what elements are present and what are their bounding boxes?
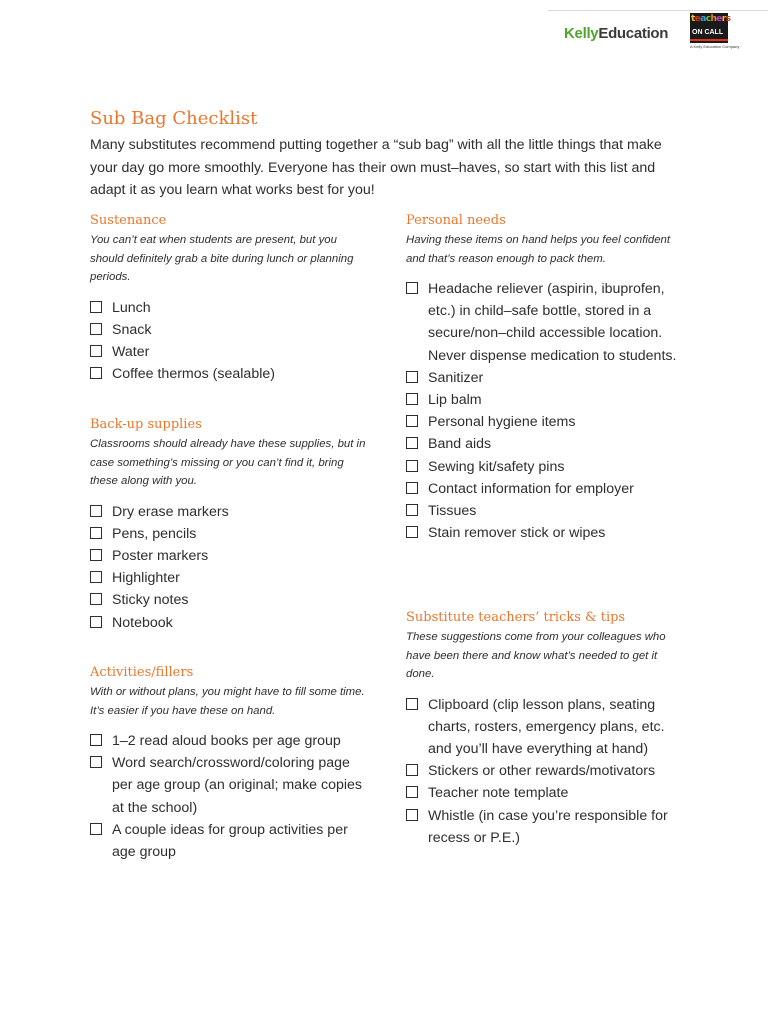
checkbox[interactable] xyxy=(406,460,418,472)
section-description: With or without plans, you might have to fill some time. It’s easier if you have these on hand. xyxy=(90,686,365,717)
checkbox[interactable] xyxy=(406,504,418,516)
checkbox[interactable] xyxy=(90,505,102,517)
checklist-item-label: Word search/crossword/coloring page per age group (an original; make copies at the school) xyxy=(112,755,363,816)
checklist-item-label: Sanitizer xyxy=(428,369,484,386)
checklist-item-label: Tissues xyxy=(428,503,477,520)
checklist-item-label: Pens, pencils xyxy=(112,525,197,542)
checkbox[interactable] xyxy=(90,549,102,561)
brand-education-text: Education xyxy=(598,25,669,42)
checklist xyxy=(90,501,370,634)
checklist-item xyxy=(90,523,370,545)
checklist-item-label: Headache reliever (aspirin, ibuprofen, etc.) in child–safe bottle, stored in a secure/non–child accessible location. Never dispense medication to students. xyxy=(428,281,677,364)
checklist-item xyxy=(406,367,686,389)
checklist-item xyxy=(406,433,686,455)
section-heading: Sustenance xyxy=(90,213,167,228)
checkbox[interactable] xyxy=(90,593,102,605)
checkbox[interactable] xyxy=(406,809,418,821)
checkbox[interactable] xyxy=(406,371,418,383)
section-description: Classrooms should already have these supplies, but in case something’s missing or you can’t find it, bring these along with you. xyxy=(90,438,366,487)
checklist-item-label: Personal hygiene items xyxy=(428,414,576,431)
checklist xyxy=(406,694,686,849)
checkbox[interactable] xyxy=(406,282,418,294)
checklist-item-label: Snack xyxy=(112,321,152,338)
section-personal-needs xyxy=(406,213,686,544)
checklist-item-label: A couple ideas for group activities per age group xyxy=(112,821,348,861)
section-description: These suggestions come from your colleagues who have been there and know what’s needed to get it done. xyxy=(406,631,666,680)
checklist-item-label: Stickers or other rewards/motivators xyxy=(428,763,656,780)
checklist-item-label: 1–2 read aloud books per age group xyxy=(112,733,341,749)
checklist-item-label: Highlighter xyxy=(112,570,180,587)
checklist-item-label: Stain remover stick or wipes xyxy=(428,525,606,542)
checklist-item-label: Water xyxy=(112,343,150,360)
checklist-item xyxy=(406,456,686,478)
checklist-item-label: Sewing kit/safety pins xyxy=(428,458,565,475)
kelly-education-logo xyxy=(564,25,668,42)
checklist-item xyxy=(406,760,686,782)
intro-paragraph: Many substitutes recommend putting together a “sub bag” with all the little things that make your day go more smoothly. Everyone has their own must–haves, so start with this list and adapt it as you learn what works best for you! xyxy=(90,137,662,198)
section-heading: Substitute teachers’ tricks & tips xyxy=(406,610,626,625)
checklist xyxy=(90,297,370,386)
checkbox[interactable] xyxy=(90,823,102,835)
checklist-item xyxy=(406,278,686,367)
checklist-item xyxy=(406,478,686,500)
checklist-item xyxy=(90,612,370,634)
checkbox[interactable] xyxy=(406,764,418,776)
checklist-item-label: Whistle (in case you’re responsible for recess or P.E.) xyxy=(428,807,668,846)
toc-logo-subword: ON CALL xyxy=(692,29,724,36)
checklist-item-label: Poster markers xyxy=(112,547,209,564)
checklist xyxy=(406,278,686,544)
checkbox[interactable] xyxy=(90,367,102,379)
checklist-item xyxy=(90,819,370,863)
checkbox[interactable] xyxy=(406,482,418,494)
checkbox[interactable] xyxy=(90,345,102,357)
checklist-item xyxy=(406,411,686,433)
checklist-item-label: Band aids xyxy=(428,436,492,453)
checklist-item-label: Lip balm xyxy=(428,392,482,409)
checklist-item-label: Contact information for employer xyxy=(428,480,634,497)
checklist-item-label: Notebook xyxy=(112,614,173,631)
checklist-item xyxy=(90,501,370,523)
checkbox[interactable] xyxy=(90,323,102,335)
checkbox[interactable] xyxy=(90,301,102,313)
section-tricks-and-tips xyxy=(406,610,686,849)
section-description: Having these items on hand helps you feel confident and that’s reason enough to pack them. xyxy=(406,234,671,265)
section-description: You can’t eat when students are present, but you should definitely grab a bite during lunch or planning periods. xyxy=(90,234,354,283)
section-heading: Back-up supplies xyxy=(90,417,202,432)
checklist-item xyxy=(90,545,370,567)
section-activities-fillers xyxy=(90,665,370,863)
checklist-item xyxy=(90,363,370,385)
checkbox[interactable] xyxy=(90,571,102,583)
checkbox[interactable] xyxy=(90,734,102,746)
section-sustenance xyxy=(90,213,370,385)
toc-tagline: A Kelly Education Company xyxy=(690,44,740,49)
section-heading: Activities/fillers xyxy=(90,665,194,680)
checkbox[interactable] xyxy=(90,756,102,768)
section-heading: Personal needs xyxy=(406,213,506,228)
checkbox[interactable] xyxy=(406,393,418,405)
checkbox[interactable] xyxy=(406,526,418,538)
checklist-item-label: Dry erase markers xyxy=(112,503,229,520)
checklist-item xyxy=(90,589,370,611)
page-title: Sub Bag Checklist xyxy=(90,108,258,129)
teachers-on-call-logo xyxy=(690,13,731,43)
section-backup-supplies xyxy=(90,417,370,634)
checklist-item-label: Coffee thermos (sealable) xyxy=(112,366,275,383)
checklist-item xyxy=(406,694,686,761)
checklist-item xyxy=(90,752,370,819)
checkbox[interactable] xyxy=(90,527,102,539)
checkbox[interactable] xyxy=(406,415,418,427)
checkbox[interactable] xyxy=(406,437,418,449)
checklist-item xyxy=(90,297,370,319)
checklist-item xyxy=(406,389,686,411)
checkbox[interactable] xyxy=(90,616,102,628)
checklist-item xyxy=(90,730,370,752)
checklist-item xyxy=(90,319,370,341)
toc-logo-bar xyxy=(690,39,728,41)
checkbox[interactable] xyxy=(406,698,418,710)
checklist-item xyxy=(406,500,686,522)
brand-kelly-text: Kelly xyxy=(564,25,599,42)
checklist-item xyxy=(406,782,686,804)
header-divider xyxy=(548,10,768,11)
checklist-item-label: Teacher note template xyxy=(428,785,569,802)
checklist-item xyxy=(406,522,686,544)
checklist-item-label: Lunch xyxy=(112,299,151,316)
toc-logo-word: teachers xyxy=(691,14,731,24)
checklist-item-label: Sticky notes xyxy=(112,592,189,609)
checklist xyxy=(90,730,370,863)
checkbox[interactable] xyxy=(406,786,418,798)
checklist-item xyxy=(90,341,370,363)
checklist-item xyxy=(406,805,686,849)
checklist-item-label: Clipboard (clip lesson plans, seating charts, rosters, emergency plans, etc. and you’ll have everything at hand) xyxy=(428,696,665,757)
checklist-item xyxy=(90,567,370,589)
